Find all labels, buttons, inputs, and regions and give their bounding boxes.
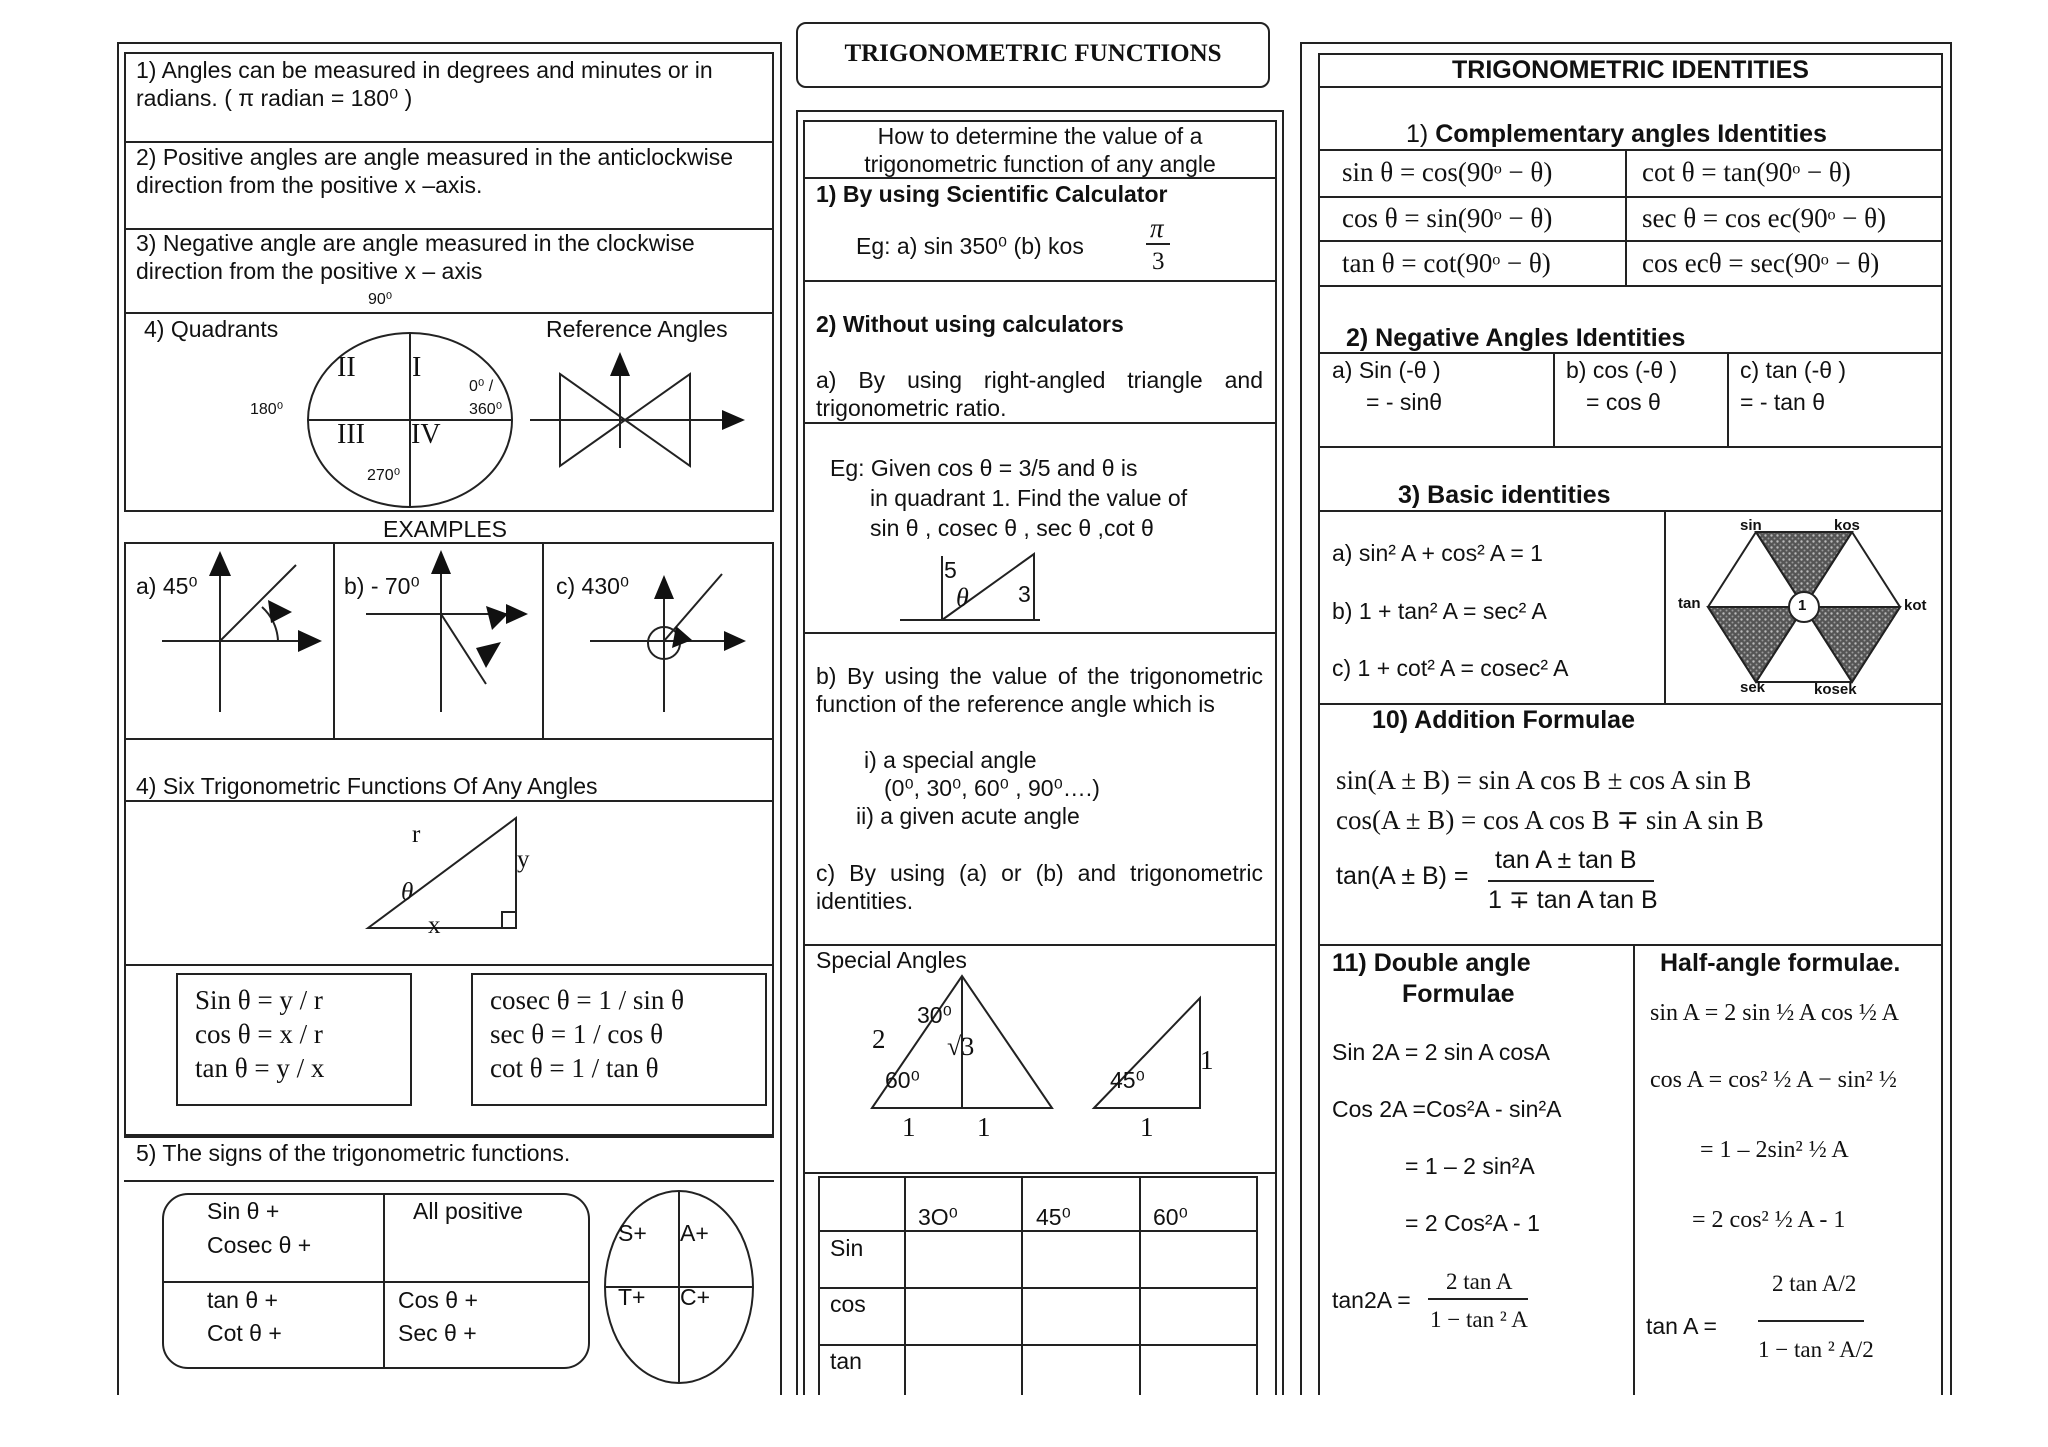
- method-2-eg-line2: in quadrant 1. Find the value of: [870, 485, 1188, 511]
- examples-label: EXAMPLES: [383, 516, 507, 542]
- circle-sign-s: S+: [618, 1220, 647, 1246]
- hex-one: 1: [1798, 597, 1807, 614]
- table-row-tan: tan: [830, 1348, 862, 1374]
- sign-sin: Sin θ +: [207, 1198, 280, 1224]
- addition-tan-den: 1 ∓ tan A tan B: [1488, 886, 1658, 914]
- double-title-2: Formulae: [1402, 980, 1515, 1008]
- quadrant-ii: II: [337, 352, 356, 383]
- special-base-1b: 1: [977, 1112, 991, 1142]
- method-heading: How to determine the value of a trigonometric function of any angle: [864, 123, 1216, 177]
- def-cosec: cosec θ = 1 / sin θ: [490, 985, 685, 1015]
- special-30: 30⁰: [917, 1002, 952, 1028]
- quadrant-iv: IV: [411, 419, 441, 450]
- triangle-label-theta: θ: [401, 879, 414, 906]
- double-cos: Cos 2A =Cos²A - sin²A: [1332, 1096, 1562, 1122]
- half-angle-title: Half-angle formulae.: [1660, 949, 1901, 977]
- comp-sin: sin θ = cos(90ᵒ − θ): [1342, 157, 1553, 187]
- example-triangle-theta: θ: [956, 583, 969, 612]
- addition-cos: cos(A ± B) = cos A cos B ∓ sin A sin B: [1336, 805, 1764, 835]
- signs-label: 5) The signs of the trigonometric functions.: [136, 1140, 571, 1166]
- special-60: 60⁰: [885, 1067, 920, 1093]
- double-sin: Sin 2A = 2 sin A cosA: [1332, 1039, 1551, 1065]
- six-functions-label: 4) Six Trigonometric Functions Of Any Angles: [136, 773, 598, 799]
- method-1-title: 1) By using Scientific Calculator: [816, 181, 1168, 207]
- sign-cosec: Cosec θ +: [207, 1232, 312, 1258]
- def-tan: tan θ = y / x: [195, 1053, 325, 1083]
- table-header-45: 45⁰: [1036, 1204, 1071, 1230]
- quadrant-label-0: 0⁰ /: [469, 378, 494, 395]
- negative-title: 2) Negative Angles Identities: [1346, 324, 1686, 352]
- half-cos-3: = 2 cos² ½ A - 1: [1692, 1207, 1846, 1233]
- hex-sin: sin: [1740, 517, 1762, 534]
- method-2-title: 2) Without using calculators: [816, 311, 1124, 337]
- tan2a-lhs: tan2A =: [1332, 1287, 1411, 1313]
- special-base-1a: 1: [902, 1112, 916, 1142]
- sign-cot: Cot θ +: [207, 1320, 282, 1346]
- sign-cos: Cos θ +: [398, 1287, 478, 1313]
- hex-kot: kot: [1904, 597, 1927, 614]
- complementary-title-text: Complementary angles Identities: [1435, 120, 1827, 148]
- comp-tan: tan θ = cot(90ᵒ − θ): [1342, 248, 1551, 278]
- method-2a: a) By using right-angled triangle and trigonometric ratio.: [816, 367, 1263, 421]
- hex-sek: sek: [1740, 679, 1766, 696]
- addition-tan-num: tan A ± tan B: [1495, 846, 1637, 874]
- comp-cos: cos θ = sin(90ᵒ − θ): [1342, 203, 1553, 233]
- example-c: c) 430⁰: [556, 573, 630, 599]
- identities-heading: TRIGONOMETRIC IDENTITIES: [1452, 56, 1809, 84]
- identity-hexagon: [0, 0, 1, 1]
- method-2c: c) By using (a) or (b) and trigonometric identities.: [816, 860, 1263, 914]
- neg-sin: a) Sin (-θ ): [1332, 357, 1441, 383]
- double-cos-2: = 1 – 2 sin²A: [1405, 1153, 1535, 1179]
- double-title-1: 11) Double angle: [1332, 949, 1531, 977]
- sign-all-positive: All positive: [413, 1198, 523, 1224]
- sign-tan: tan θ +: [207, 1287, 278, 1313]
- basic-identity-b: b) 1 + tan² A = sec² A: [1332, 598, 1547, 624]
- example-b: b) - 70⁰: [344, 573, 420, 599]
- sign-sec: Sec θ +: [398, 1320, 477, 1346]
- note-negative-angles: 3) Negative angle are angle measured in the clockwise direction from the positive x – axis: [136, 230, 695, 284]
- method-2-eg-line1: Eg: Given cos θ = 3/5 and θ is: [830, 455, 1138, 481]
- table-row-sin: Sin: [830, 1235, 864, 1261]
- example-a: a) 45⁰: [136, 573, 198, 599]
- quadrants-label: 4) Quadrants: [144, 316, 279, 342]
- note-angles-measure: 1) Angles can be measured in degrees and minutes or in radians. ( π radian = 180⁰ ): [136, 57, 713, 111]
- quadrant-label-360: 360⁰: [469, 401, 503, 418]
- tan2a-num: 2 tan A: [1446, 1269, 1513, 1294]
- half-sin: sin A = 2 sin ½ A cos ½ A: [1650, 1000, 1899, 1026]
- quadrant-label-270: 270⁰: [367, 467, 401, 484]
- special-45: 45⁰: [1110, 1067, 1145, 1093]
- triangle-label-y: y: [517, 846, 530, 873]
- example-triangle-5: 5: [944, 557, 957, 583]
- half-tan-lhs: tan A =: [1646, 1313, 1717, 1339]
- half-tan-num: 2 tan A/2: [1772, 1271, 1857, 1296]
- comp-cot: cot θ = tan(90ᵒ − θ): [1642, 157, 1851, 187]
- table-header-30: 3O⁰: [918, 1204, 958, 1230]
- complementary-title: [1406, 120, 1827, 148]
- circle-sign-a: A+: [680, 1220, 709, 1246]
- method-2b-i-values: (0⁰, 30⁰, 60⁰ , 90⁰….): [884, 775, 1100, 801]
- hex-kos: kos: [1834, 517, 1860, 534]
- half-cos: cos A = cos² ½ A − sin² ½: [1650, 1067, 1897, 1093]
- hex-tan: tan: [1678, 595, 1701, 612]
- neg-tan-result: = - tan θ: [1740, 389, 1826, 415]
- triangle-label-r: r: [412, 821, 421, 848]
- special-side-2: 2: [872, 1024, 886, 1054]
- reference-angles-label: Reference Angles: [546, 316, 728, 342]
- addition-title: 10) Addition Formulae: [1372, 706, 1635, 734]
- double-cos-3: = 2 Cos²A - 1: [1405, 1210, 1540, 1236]
- quadrant-label-180: 180⁰: [250, 401, 284, 418]
- def-cos: cos θ = x / r: [195, 1019, 323, 1049]
- tan2a-den: 1 − tan ² A: [1430, 1307, 1528, 1332]
- neg-sin-result: = - sinθ: [1366, 389, 1443, 415]
- note-positive-angles: 2) Positive angles are angle measured in the anticlockwise direction from the positive x –axis.: [136, 144, 734, 198]
- neg-cos-result: = cos θ: [1586, 389, 1661, 415]
- addition-tan-lhs: tan(A ± B) =: [1336, 862, 1469, 890]
- method-2b-ii: ii) a given acute angle: [856, 803, 1080, 829]
- half-tan-den: 1 − tan ² A/2: [1758, 1337, 1874, 1362]
- basic-identity-c: c) 1 + cot² A = cosec² A: [1332, 655, 1569, 681]
- example-triangle-3: 3: [1018, 581, 1031, 607]
- special-base-1c: 1: [1140, 1112, 1154, 1142]
- circle-sign-t: T+: [618, 1284, 646, 1310]
- table-header-60: 60⁰: [1153, 1204, 1188, 1230]
- basic-identity-a: a) sin² A + cos² A = 1: [1332, 540, 1543, 566]
- table-row-cos: cos: [830, 1291, 866, 1317]
- neg-cos: b) cos (-θ ): [1566, 357, 1678, 383]
- quadrant-label-90: 90⁰: [368, 291, 393, 308]
- comp-cosec: cos ecθ = sec(90ᵒ − θ): [1642, 248, 1880, 278]
- method-2-eg-line3: sin θ , cosec θ , sec θ ,cot θ: [870, 515, 1154, 541]
- comp-sec: sec θ = cos ec(90ᵒ − θ): [1642, 203, 1887, 233]
- def-sin: Sin θ = y / r: [195, 985, 323, 1015]
- method-1-example: Eg: a) sin 350⁰ (b) kos: [856, 233, 1084, 259]
- quadrant-iii: III: [337, 419, 365, 450]
- triangle-label-x: x: [428, 912, 441, 939]
- hex-kosek: kosek: [1814, 681, 1857, 698]
- half-cos-2: = 1 – 2sin² ½ A: [1700, 1137, 1849, 1163]
- def-cot: cot θ = 1 / tan θ: [490, 1053, 659, 1083]
- basic-title: 3) Basic identities: [1398, 481, 1611, 509]
- method-2b-i: i) a special angle: [864, 747, 1037, 773]
- complementary-number: 1): [1406, 120, 1436, 148]
- method-1-pi: π: [1150, 213, 1164, 243]
- special-angles-label: Special Angles: [816, 947, 967, 973]
- special-root3: √3: [947, 1032, 975, 1061]
- special-side-1: 1: [1200, 1045, 1214, 1075]
- def-sec: sec θ = 1 / cos θ: [490, 1019, 664, 1049]
- addition-sin: sin(A ± B) = sin A cos B ± cos A sin B: [1336, 765, 1752, 795]
- method-2b: b) By using the value of the trigonometric function of the reference angle which is: [816, 663, 1263, 717]
- neg-tan: c) tan (-θ ): [1740, 357, 1847, 383]
- quadrant-i: I: [412, 352, 422, 383]
- method-1-three: 3: [1152, 248, 1165, 275]
- circle-sign-c: C+: [680, 1284, 711, 1310]
- page-title: TRIGONOMETRIC FUNCTIONS: [844, 40, 1222, 67]
